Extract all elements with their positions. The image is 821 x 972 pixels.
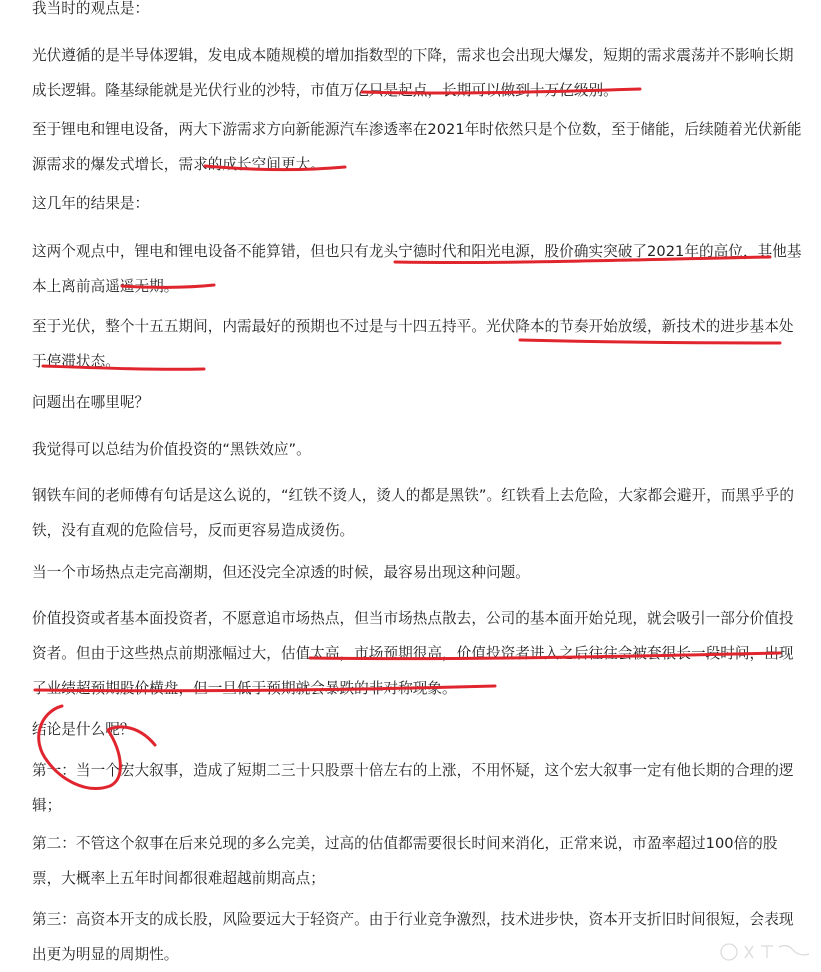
- paragraph-question: 问题出在哪里呢？: [32, 394, 150, 411]
- paragraph-results-lithium: 这两个观点中，锂电和锂电设备不能算错，但也只有龙头宁德时代和阳光电源，股价确实突破了2021年的高位，其他基本上离前高遥遥无期。: [32, 243, 802, 295]
- paragraph-hotspot: 当一个市场热点走完高潮期，但还没完全凉透的时候，最容易出现这种问题。: [32, 564, 530, 581]
- paragraph-results-pv: 至于光伏，整个十五五期间，内需最好的预期也不过是与十四五持平。光伏降本的节奏开始放缓，新技术的进步基本处于停滞状态。: [32, 318, 794, 370]
- paragraph-conclusion-heading: 结论是什么呢？: [32, 721, 135, 738]
- paragraph-point-one: 第一：当一个宏大叙事，造成了短期二三十只股票十倍左右的上涨，不用怀疑，这个宏大叙事一定有他长期的合理的逻辑；: [32, 762, 794, 814]
- watermark-logo-icon: [717, 940, 817, 964]
- paragraph-lithium: 至于锂电和锂电设备，两大下游需求方向新能源汽车渗透率在2021年时依然只是个位数，至于储能，后续随着光伏新能源需求的爆发式增长，需求的成长空间更大。: [32, 121, 802, 173]
- paragraph-steel-saying: 钢铁车间的老师傅有句话是这么说的，“红铁不烫人，烫人的都是黑铁”。红铁看上去危险，大家都会避开，而黑乎乎的铁，没有直观的危险信号，反而更容易造成烫伤。: [32, 487, 795, 539]
- paragraph-viewpoint-heading: 我当时的观点是：: [32, 0, 150, 17]
- paragraph-value-investor: 价值投资或者基本面投资者，不愿意追市场热点，但当市场热点散去，公司的基本面开始兑现，就会吸引一部分价值投资者。但由于这些热点前期涨幅过大，估值太高，市场预期很高，价值投资者进入之后往往会被套很长一段时间，出现了业绩超预期股价横盘，但一旦低于预期就会暴跌的非对称现象。: [32, 610, 794, 697]
- paragraph-point-three: 第三：高资本开支的成长股，风险要远大于轻资产。由于行业竞争激烈，技术进步快，资本开支折旧时间很短，会表现出更为明显的周期性。: [32, 911, 794, 963]
- paragraph-pv-logic: 光伏遵循的是半导体逻辑，发电成本随规模的增加指数型的下降，需求也会出现大爆发，短期的需求震荡并不影响长期成长逻辑。隆基绿能就是光伏行业的沙特，市值万亿只是起点，长期可以做到十万亿级别。: [32, 47, 794, 99]
- paragraph-results-heading: 这几年的结果是：: [32, 195, 150, 212]
- watermark: [717, 940, 817, 964]
- paragraph-black-iron: 我觉得可以总结为价值投资的“黑铁效应”。: [32, 441, 311, 458]
- paragraph-point-two: 第二：不管这个叙事在后来兑现的多么完美，过高的估值都需要很长时间来消化，正常来说，市盈率超过100倍的股票，大概率上五年时间都很难超越前期高点；: [32, 835, 778, 887]
